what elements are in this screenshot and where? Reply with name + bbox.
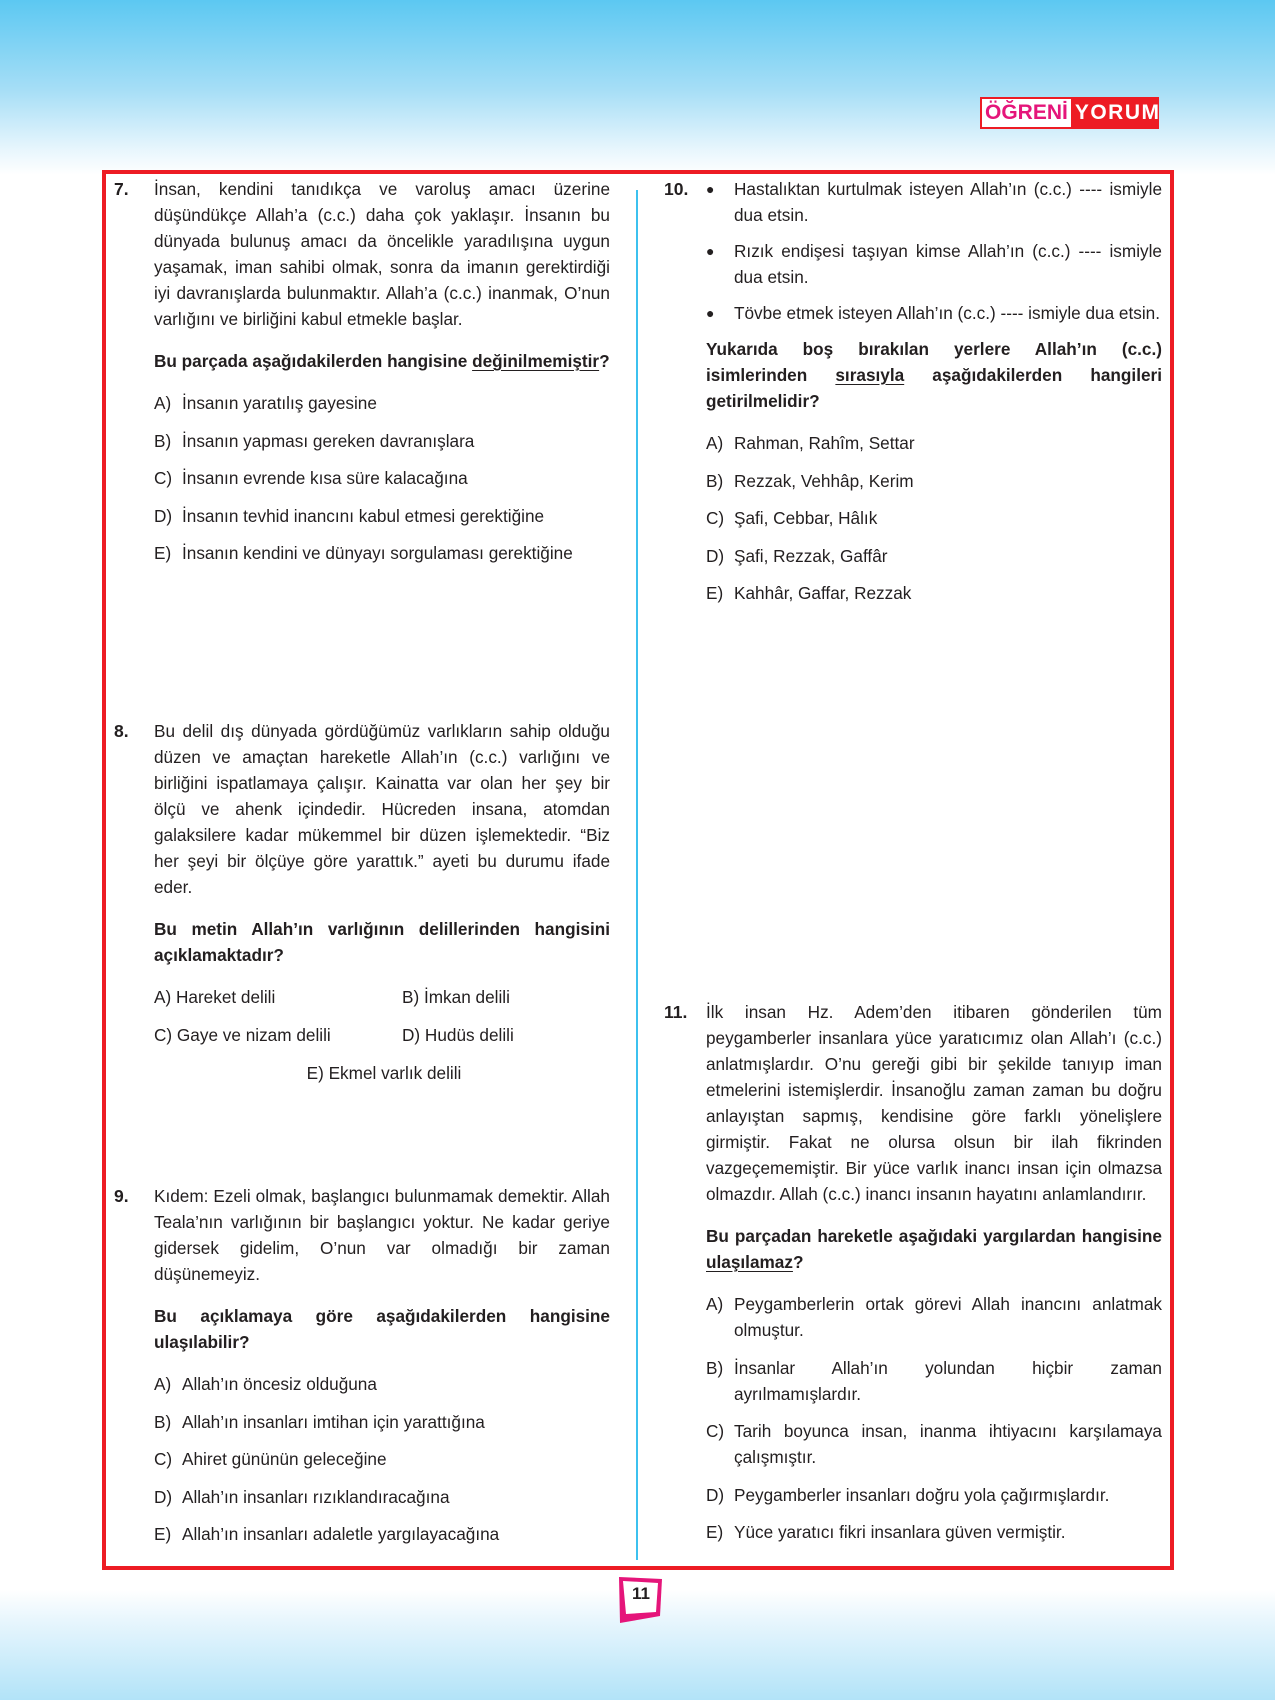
brand-part-ogreni: ÖĞRENİ xyxy=(982,99,1071,127)
option-b[interactable]: B) İmkan delili xyxy=(402,987,510,1007)
option-b[interactable]: B) Allah’ın insanları imtihan için yarattığına xyxy=(154,1411,485,1432)
option-a[interactable]: A) Rahman, Rahîm, Settar xyxy=(706,433,915,453)
option-e[interactable]: E) Allah’ın insanları adaletle yargılayacağına xyxy=(154,1524,500,1544)
question-number: 10. xyxy=(664,179,689,199)
bullet-item: ● Hastalıktan kurtulmak isteyen Allah’ın (c.c.) ---- ismiyle dua etsin. xyxy=(706,176,1162,228)
bullet-list xyxy=(706,176,1162,326)
option-d[interactable]: D) Peygamberler insanları doğru yola çağırmışlardır. xyxy=(706,1484,1110,1505)
option-c[interactable]: C) Gaye ve nizam delili xyxy=(154,1025,331,1045)
option-d[interactable]: D) Şafi, Rezzak, Gaffâr xyxy=(706,545,888,566)
question-number: 8. xyxy=(114,721,129,741)
underlined-keyword: ulaşılamaz xyxy=(706,1252,793,1272)
page-number: 11 xyxy=(632,1584,650,1603)
option-b[interactable]: B) İnsanın yapması gereken davranışlara xyxy=(154,430,475,451)
underlined-keyword: değinilmemiştir xyxy=(472,351,600,371)
question-11 xyxy=(664,999,1162,1557)
option-d[interactable]: D) İnsanın tevhid inancını kabul etmesi gerektiğine xyxy=(154,505,545,526)
underlined-keyword: sırasıyla xyxy=(835,365,905,385)
option-c[interactable]: C) İnsanın evrende kısa süre kalacağına xyxy=(154,468,468,488)
question-stem: Bu parçadan hareketle aşağıdaki yargılardan hangisine ulaşılamaz? xyxy=(706,1226,1162,1272)
option-c[interactable]: C) Tarih boyunca insan, inanma ihtiyacını karşılamaya çalışmıştır. xyxy=(706,1421,1162,1467)
question-number: 9. xyxy=(114,1186,129,1206)
question-stem: Bu parçada aşağıdakilerden hangisine değinilmemiştir? xyxy=(154,351,610,371)
bullet-item: ● Tövbe etmek isteyen Allah’ın (c.c.) ---- ismiyle dua etsin. xyxy=(706,300,1162,326)
option-e[interactable]: E) İnsanın kendini ve dünyayı sorgulaması gerektiğine xyxy=(154,543,573,563)
question-8 xyxy=(114,718,610,1086)
brand-logo xyxy=(980,97,1159,129)
question-10 xyxy=(664,176,1162,618)
question-9 xyxy=(114,1183,610,1559)
option-e[interactable]: E) Ekmel varlık delili xyxy=(306,1063,462,1083)
question-number: 7. xyxy=(114,179,129,199)
question-text: İnsan, kendini tanıdıkça ve varoluş amacı üzerine düşündükçe Allah’a (c.c.) daha çok yaklaşır. İnsanın bu dünyada bulunuş amacı da öncelikle yaradılışına uygun yaşamak, iman sahibi olmak, sonra da imanın gerektirdiği iyi davranışlarda bulunmaktır. Allah’a (c.c.) inanmak, O’nun varlığını ve birliğini kabul etmekle başlar. xyxy=(154,179,610,329)
brand-part-yorum: YORUM xyxy=(1074,101,1161,124)
question-stem: Bu metin Allah’ın varlığının delillerinden hangisini açıklamaktadır? xyxy=(154,919,610,965)
options-list xyxy=(706,430,1162,606)
option-e[interactable]: E) Kahhâr, Gaffar, Rezzak xyxy=(706,583,912,603)
question-text: Bu delil dış dünyada gördüğümüz varlıkların sahip olduğu düzen ve amaçtan hareketle Allah’ın (c.c.) varlığını ve birliğini ispatlamaya çalışır. Kainatta var olan her şey bir ölçü ve ahenk içindedir. Hücreden insana, atomdan galaksilere kadar mükemmel bir düzen işlemektedir. “Biz her şeyi bir ölçüye göre yarattık.” ayeti bu durumu ifade eder. xyxy=(154,721,610,897)
options-list xyxy=(154,984,610,1086)
option-c[interactable]: C) Şafi, Cebbar, Hâlık xyxy=(706,508,878,528)
question-text: İlk insan Hz. Adem’den itibaren gönderilen tüm peygamberler insanlara yüce yaratıcımız olan Allah’ı (c.c.) anlatmışlardır. O’nu gereği gibi bir şekilde tanıyıp iman etmelerini istemişlerdir. İnsanoğlu zaman zaman bu doğru anlayıştan sapmış, kendisine göre farklı yönelişlere girmiştir. Fakat ne olursa olsun bir ilah fikrinden vazgeçememiştir. Bir yüce varlık inancı insan için olmazsa olmazdır. Allah (c.c.) inancı insanın hayatını anlamlandırır. xyxy=(706,1002,1162,1204)
option-b[interactable]: B) İnsanlar Allah’ın yolundan hiçbir zaman ayrılmamışlardır. xyxy=(706,1357,1162,1404)
question-text: Kıdem: Ezeli olmak, başlangıcı bulunmamak demektir. Allah Teala’nın varlığının bir başlangıcı yoktur. Ne kadar geriye gidersek gidelim, O’nun var olmadığı bir zaman düşünemeyiz. xyxy=(154,1186,610,1284)
options-list xyxy=(154,1371,610,1547)
option-a[interactable]: A) Hareket delili xyxy=(154,987,276,1007)
option-e[interactable]: E) Yüce yaratıcı fikri insanlara güven vermiştir. xyxy=(706,1522,1066,1542)
option-c[interactable]: C) Ahiret gününün geleceğine xyxy=(154,1449,387,1469)
options-list xyxy=(154,390,610,566)
option-b[interactable]: B) Rezzak, Vehhâp, Kerim xyxy=(706,470,914,491)
option-a[interactable]: A) İnsanın yaratılış gayesine xyxy=(154,393,377,413)
column-divider xyxy=(636,190,638,1560)
bullet-icon: ● xyxy=(706,305,715,321)
option-d[interactable]: D) Hudüs delili xyxy=(402,1025,514,1045)
page-number-badge xyxy=(618,1576,664,1624)
bullet-icon: ● xyxy=(706,181,715,197)
question-stem: Bu açıklamaya göre aşağıdakilerden hangisine ulaşılabilir? xyxy=(154,1306,610,1352)
option-d[interactable]: D) Allah’ın insanları rızıklandıracağına xyxy=(154,1486,450,1507)
bullet-item: ● Rızık endişesi taşıyan kimse Allah’ın (c.c.) ---- ismiyle dua etsin. xyxy=(706,238,1162,290)
options-list xyxy=(706,1291,1162,1545)
question-stem: Yukarıda boş bırakılan yerlere Allah’ın (c.c.) isimlerinden sırasıyla aşağıdakilerden hangileri getirilmelidir? xyxy=(706,339,1162,411)
bullet-icon: ● xyxy=(706,243,715,259)
option-a[interactable]: A) Allah’ın öncesiz olduğuna xyxy=(154,1374,377,1394)
question-number: 11. xyxy=(664,1002,688,1022)
option-a[interactable]: A) Peygamberlerin ortak görevi Allah inancını anlatmak olmuştur. xyxy=(706,1294,1162,1340)
question-7 xyxy=(114,176,610,578)
